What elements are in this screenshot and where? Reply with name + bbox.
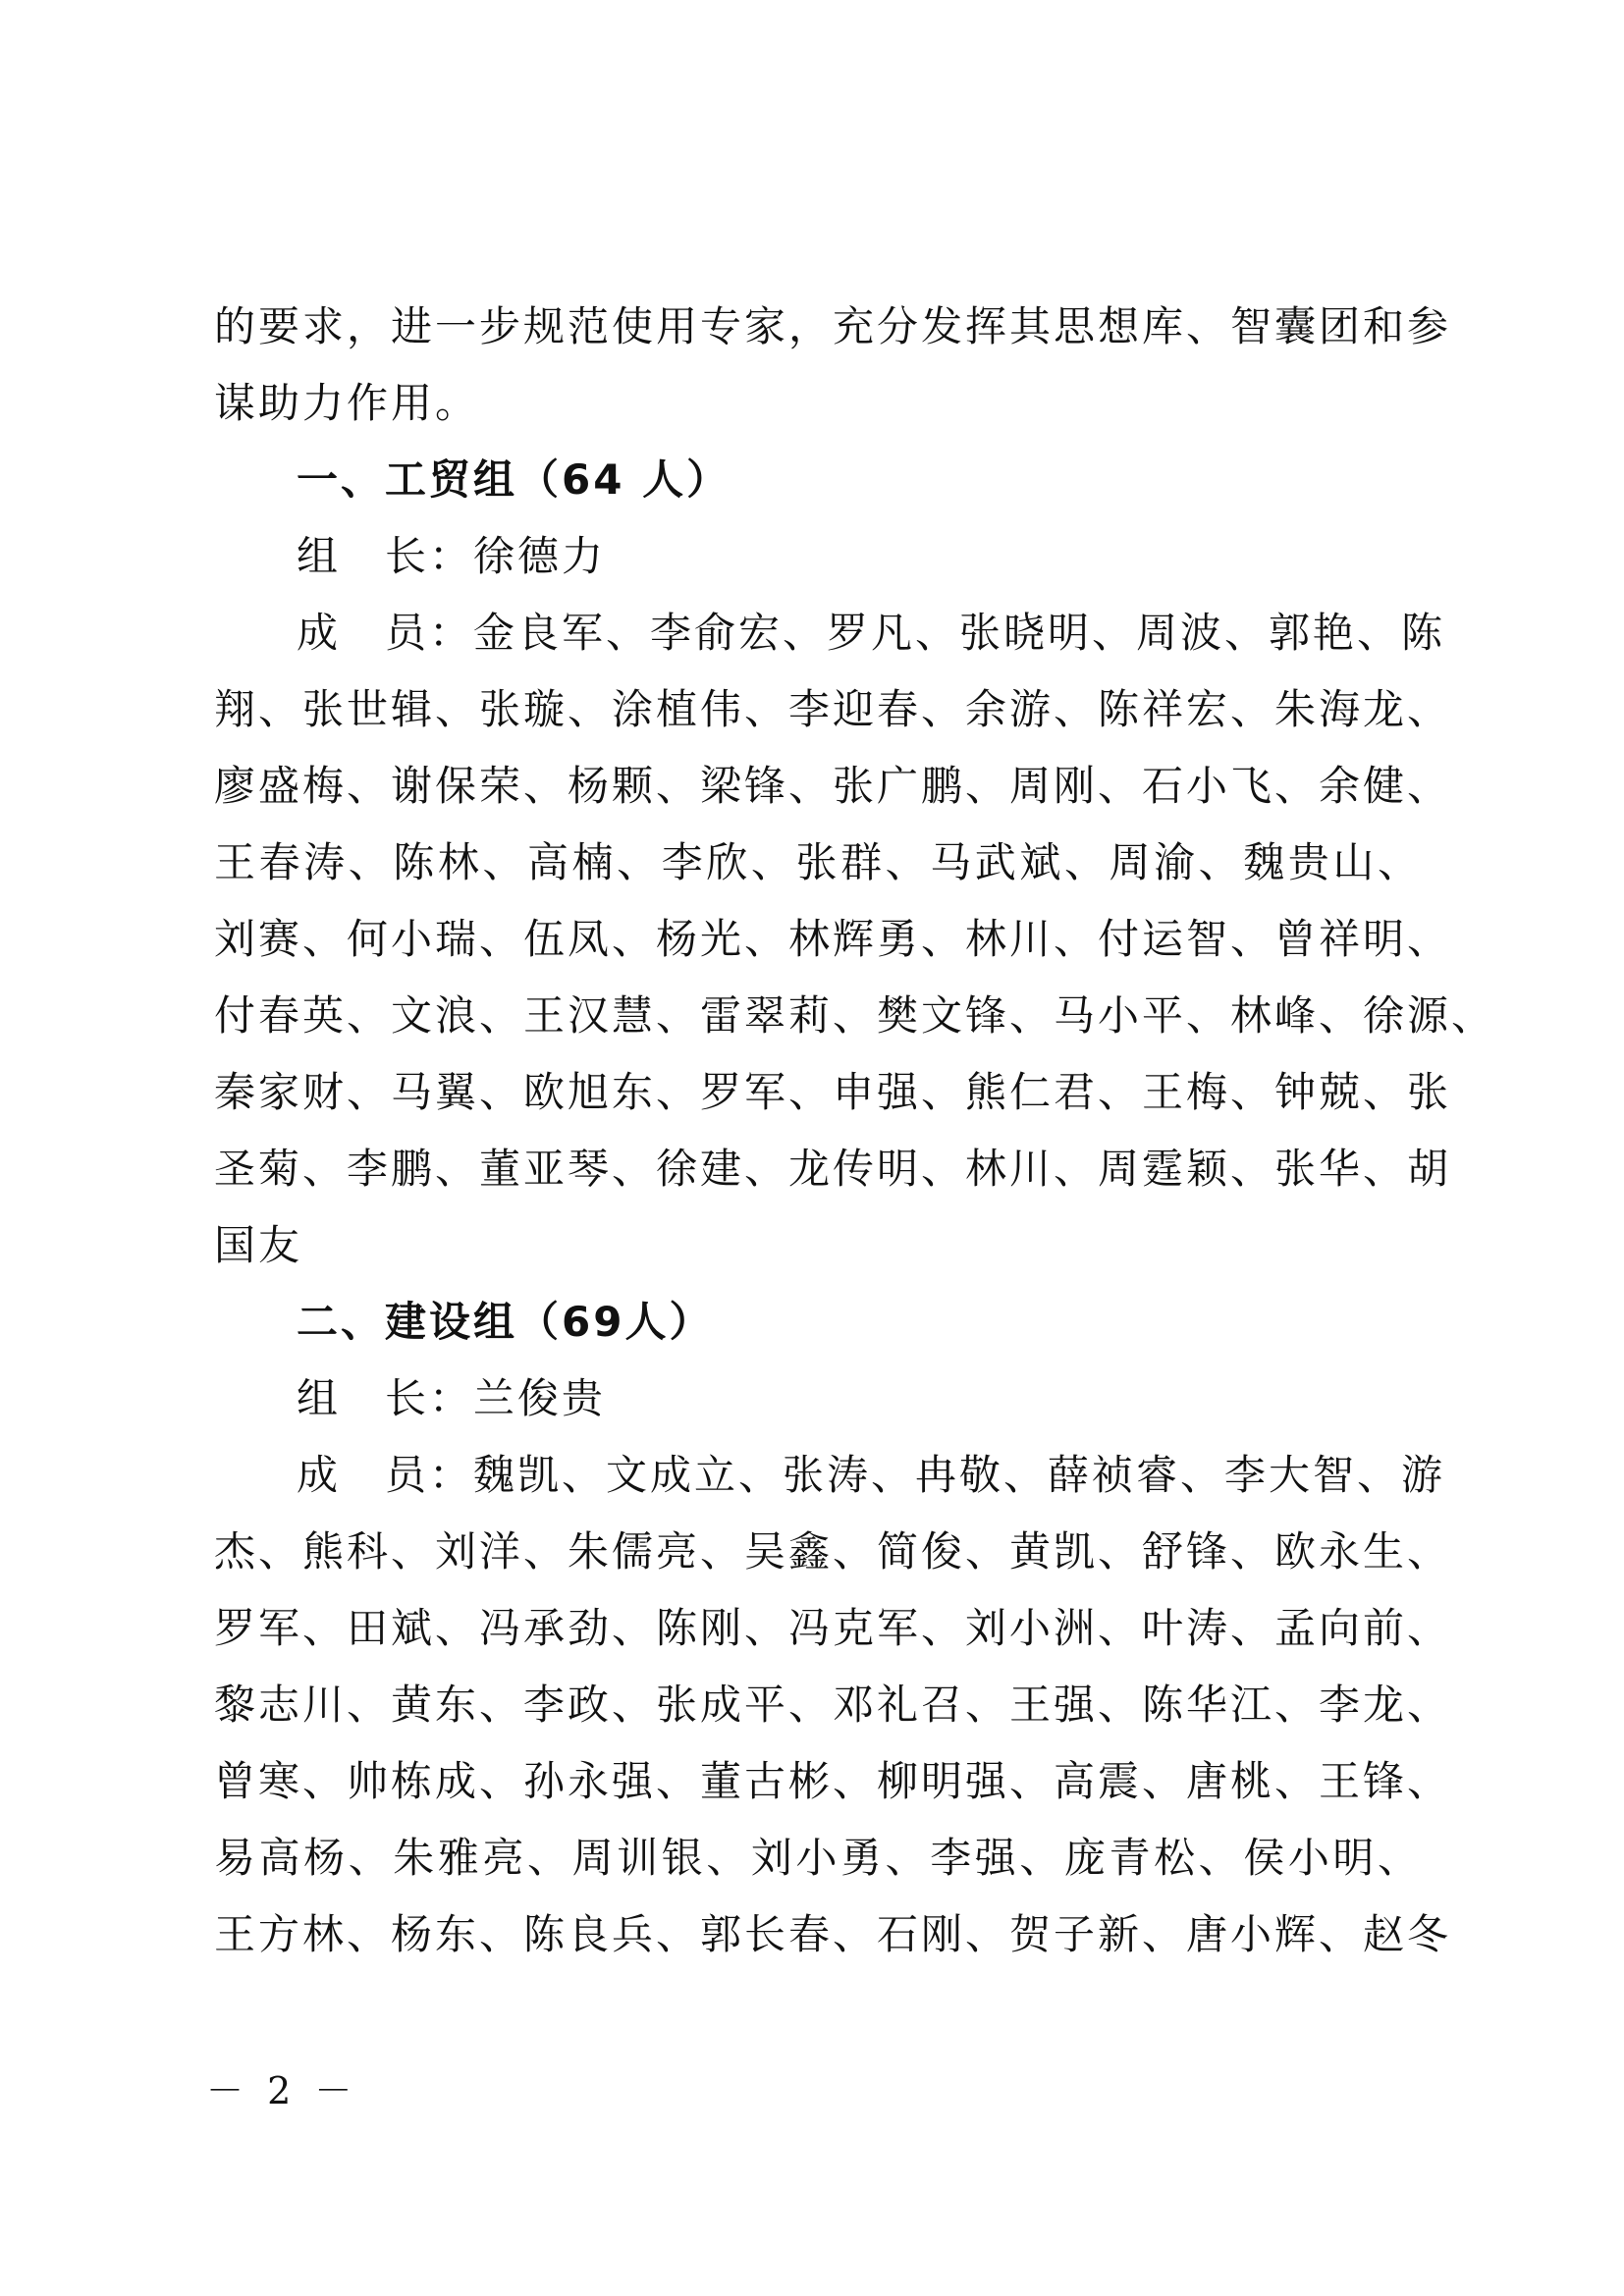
section-leader-construction: 组 长：兰俊贵 (297, 1374, 607, 1422)
member-line: 曾寒、帅栋成、孙永强、董古彬、柳明强、高震、唐桃、王锋、 (214, 1757, 1452, 1805)
member-line: 翔、张世辑、张璇、涂植伟、李迎春、余游、陈祥宏、朱海龙、 (214, 685, 1452, 733)
member-line: 付春英、文浪、王汉慧、雷翠莉、樊文锋、马小平、林峰、徐源、 (214, 991, 1496, 1040)
member-line: 王春涛、陈林、高楠、李欣、张群、马武斌、周渝、魏贵山、 (214, 838, 1422, 886)
section-heading-trade: 一、工贸组（64 人） (297, 455, 731, 504)
section-leader-trade: 组 长：徐德力 (297, 532, 607, 580)
member-line: 成 员：魏凯、文成立、张涛、冉敬、薛祯睿、李大智、游 (297, 1451, 1446, 1499)
member-line: 罗军、田斌、冯承劲、陈刚、冯克军、刘小洲、叶涛、孟向前、 (214, 1604, 1452, 1652)
member-line: 圣菊、李鹏、董亚琴、徐建、龙传明、林川、周霆颖、张华、胡 (214, 1145, 1452, 1193)
intro-line-1: 的要求，进一步规范使用专家，充分发挥其思想库、智囊团和参 (214, 302, 1452, 350)
intro-line-2: 谋助力作用。 (214, 379, 480, 427)
section-heading-construction: 二、建设组（69人） (297, 1298, 714, 1346)
member-line: 秦家财、马翼、欧旭东、罗军、申强、熊仁君、王梅、钟兢、张 (214, 1068, 1452, 1116)
member-line: 成 员：金良军、李俞宏、罗凡、张晓明、周波、郭艳、陈 (297, 609, 1446, 657)
member-line: 易高杨、朱雅亮、周训银、刘小勇、李强、庞青松、侯小明、 (214, 1834, 1422, 1882)
member-line: 黎志川、黄东、李政、张成平、邓礼召、王强、陈华江、李龙、 (214, 1681, 1452, 1729)
member-line: 杰、熊科、刘洋、朱儒亮、吴鑫、简俊、黄凯、舒锋、欧永生、 (214, 1527, 1452, 1575)
member-line: 廖盛梅、谢保荣、杨颗、梁锋、张广鹏、周刚、石小飞、余健、 (214, 762, 1452, 810)
page-number: － 2 － (206, 2069, 358, 2112)
member-line: 国友 (214, 1221, 303, 1269)
member-line: 刘赛、何小瑞、伍凤、杨光、林辉勇、林川、付运智、曾祥明、 (214, 915, 1452, 963)
member-line: 王方林、杨东、陈良兵、郭长春、石刚、贺子新、唐小辉、赵冬 (214, 1910, 1452, 1958)
